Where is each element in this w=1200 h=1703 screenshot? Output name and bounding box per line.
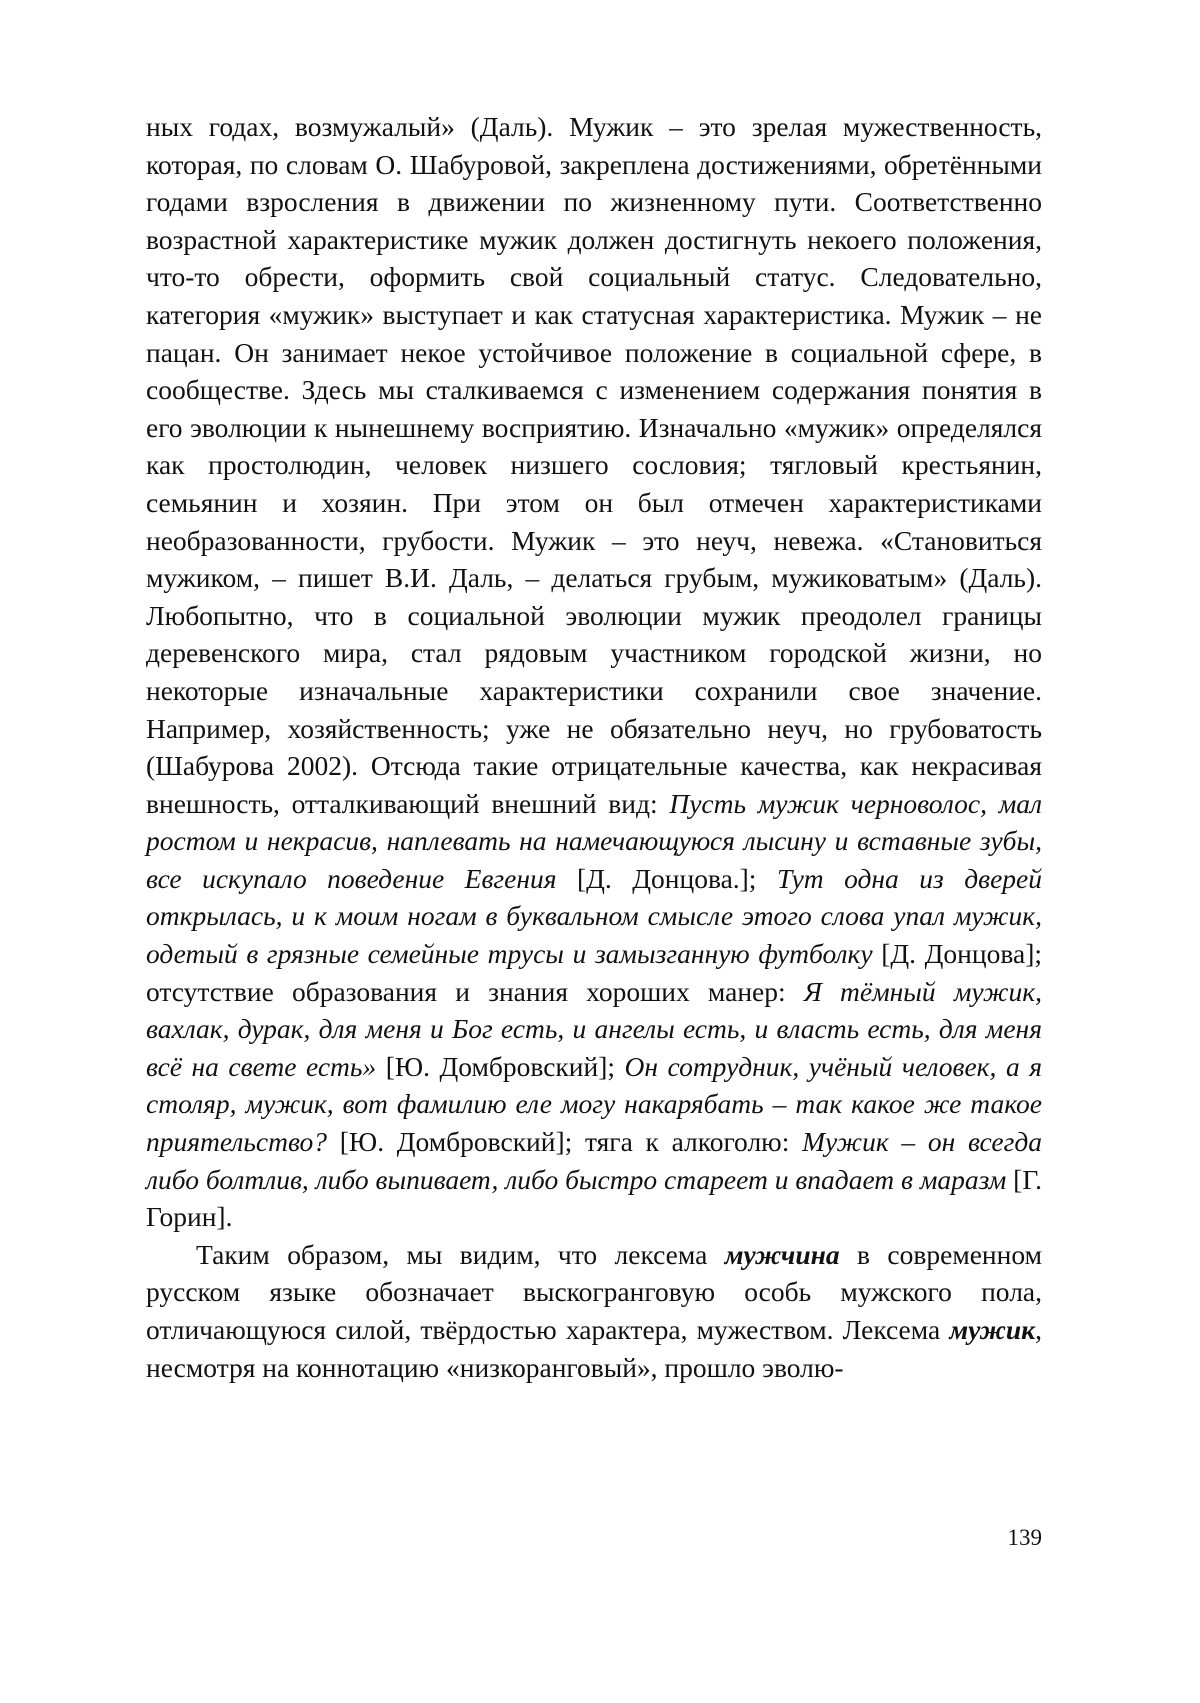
example-quote-3: Я тёмный мужик, вахлак, дурак, для меня и Бог есть, и ангелы есть, и власть есть, для меня всё на свете есть» — [146, 975, 1042, 1082]
paragraph-2-text-1: Таким образом, мы видим, что лексема — [196, 1238, 725, 1270]
page-number: 139 — [1007, 1525, 1042, 1550]
paragraph-1-text-4: [Ю. Домбровский]; — [376, 1050, 625, 1082]
example-quote-1: Пусть мужик черноволос, мал ростом и некрасив, наплевать на намечающуюся лысину и вставные зубы, все искупало поведение Евгения — [146, 787, 1042, 894]
paragraph-2 — [146, 1236, 1042, 1386]
paragraph-1-text-3: [Д. Донцова]; отсутствие образования и знания хороших манер: — [146, 938, 1042, 1007]
example-quote-4: Он сотрудник, учёный человек, а я столяр, мужик, вот фамилию еле могу накарябать – так какое же такое приятельство? — [146, 1050, 1042, 1158]
paragraph-2-text-2: в современном русском языке обозначает выскогранговую особь мужского пола, отличающуюся силой, твёрдостью характера, мужеством. Лексема — [146, 1238, 1042, 1345]
paragraph-1-text-6: [Г. Горин]. — [146, 1163, 1042, 1233]
paragraph-2-text-3: , несмотря на коннотацию «низкоранговый», прошло эволю- — [146, 1314, 1042, 1383]
term-muzhik: мужик — [949, 1314, 1036, 1345]
page-body — [146, 108, 1042, 1386]
paragraph-1 — [146, 108, 1042, 1236]
paragraph-1-text-1: ных годах, возмужалый» (Даль). Мужик – это зрелая мужественность, которая, по словам О. Шабуровой, закреплена достижениями, обретёнными годами взросления в движении по жизненному пути. Соответственно возрастной характеристике мужик должен достигнуть некоего положения, что-то обрести, оформить свой социальный статус. Следовательно, категория «мужик» выступает и как статусная характеристика. Мужик – не пацан. Он занимает некое устойчивое положение в социальной сфере, в сообществе. Здесь мы сталкиваемся с изменением содержания понятия в его эволюции к нынешнему восприятию. Изначально «мужик» определялся как простолюдин, человек низшего сословия; тягловый крестьянин, семьянин и хозяин. При этом он был отмечен характеристиками необразованности, грубости. Мужик – это неуч, невежа. «Становиться мужиком, – пишет В.И. Даль, – делаться грубым, мужиковатым» (Даль). Любопытно, что в социальной эволюции мужик преодолел границы деревенского мира, стал рядовым участником городской жизни, но некоторые изначальные характеристики сохранили свое значение. Например, хозяйственность; уже не обязательно неуч, но грубоватость (Шабурова 2002). Отсюда такие отрицательные качества, как некрасивая внешность, отталкивающий внешний вид: — [146, 111, 1042, 819]
paragraph-1-text-5: [Ю. Домбровский]; тяга к алкоголю: — [327, 1126, 803, 1158]
example-quote-2: Тут одна из дверей открылась, и к моим ногам в буквальном смысле этого слова упал мужик, одетый в грязные семейные трусы и замызганную футболку — [146, 862, 1042, 970]
paragraph-1-text-2: [Д. Донцова.]; — [556, 862, 777, 894]
term-muzhchina: мужчина — [724, 1238, 840, 1270]
example-quote-5: Мужик – он всегда либо болтлив, либо выпивает, либо быстро стареет и впадает в маразм — [146, 1126, 1042, 1195]
